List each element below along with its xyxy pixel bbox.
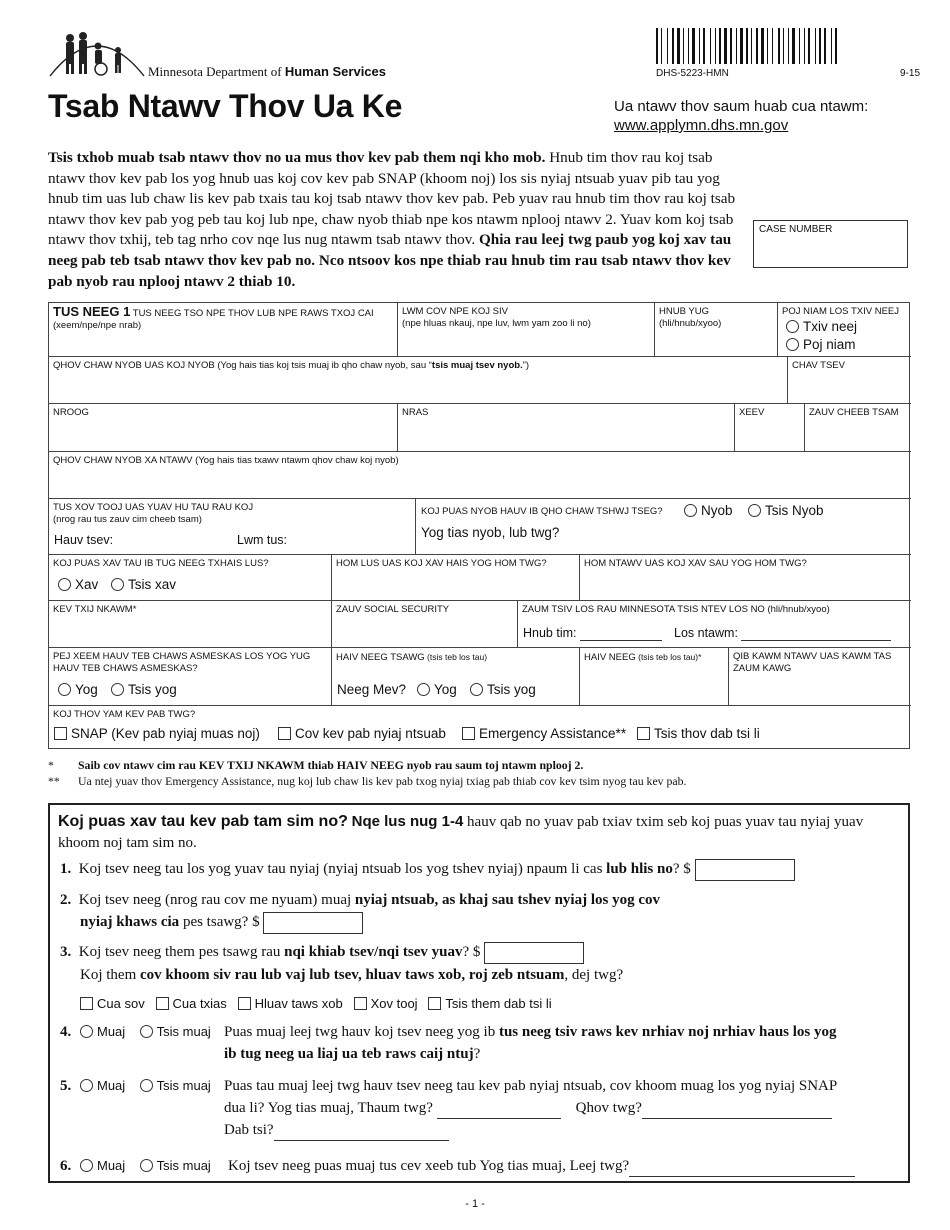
q5-yes-radio[interactable] <box>80 1079 93 1092</box>
female-radio[interactable] <box>786 338 799 351</box>
shelter-no-radio[interactable] <box>748 504 761 517</box>
phone-field: TUS XOV TOOJ UAS YUAV HU TAU RAU KOJ (nrog rau tus zauv cim cheeb tsam) Hauv tsev: Lwm tus: <box>49 499 416 555</box>
q5-what-input[interactable] <box>274 1127 449 1141</box>
question-5-number: 5. <box>60 1078 72 1094</box>
department-name: Minnesota Department of Human Services <box>148 64 386 79</box>
other-phone-input[interactable]: Lwm tus: <box>237 533 288 547</box>
q5-when-input[interactable] <box>437 1105 561 1119</box>
moved-to-mn-field: ZAUM TSIV LOS RAU MINNESOTA TSIS NTEV LOS NO (hli/hnub/xyoo) Hnub tim: Los ntawm: <box>518 601 911 648</box>
question-6: Koj tsev neeg puas muaj tus cev xeeb tub Yog tias muaj, Leej twg? <box>228 1155 908 1177</box>
page-number: - 1 - <box>465 1198 485 1210</box>
q4-no-radio[interactable] <box>140 1025 153 1038</box>
question-4: Puas muaj leej twg hauv koj tsev neeg yog ib tus neeg tsiv raws kev nrhiav noj nrhiav haus los yog ib tug neeg ua liaj ua teb raws caij ntuj? <box>224 1024 837 1062</box>
emergency-checkbox[interactable] <box>462 727 475 740</box>
page-title: Tsab Ntawv Thov Ua Ke <box>48 88 403 124</box>
question-5: Puas tau muaj leej twg hauv tsev neeg tau kev pab nyiaj ntsuab, cov khoom muag los yog nyiaj SNAP dua li? Yog tias muaj, Thaum twg? Qhov twg? Dab tsi? <box>224 1075 904 1141</box>
interpreter-field: KOJ PUAS XAV TAU IB TUG NEEG TXHAIS LUS? Xav Tsis xav <box>49 555 332 601</box>
apply-online-link[interactable]: www.applymn.dhs.mn.gov <box>614 117 789 134</box>
none-checkbox[interactable] <box>637 727 650 740</box>
hispanic-no-radio[interactable] <box>470 683 483 696</box>
marital-status-field[interactable]: KEV TXIJ NKAWM* <box>49 601 332 648</box>
moved-from-input[interactable] <box>741 627 891 641</box>
home-address-field[interactable]: QHOV CHAW NYOB UAS KOJ NYOB (Yog hais tias koj tsis muaj ib qho chaw nyob, sau “tsis muaj tsev nyob.”) <box>49 357 788 404</box>
q6-yes-radio[interactable] <box>80 1159 93 1172</box>
moved-date-input[interactable] <box>580 627 662 641</box>
citizenship-field: PEJ XEEM HAUV TEB CHAWS ASMESKAS LOS YOG YUG HAUV TEB CHAWS ASMESKAS? Yog Tsis yog <box>49 648 332 706</box>
apartment-field[interactable]: CHAV TSEV <box>788 357 911 404</box>
intro-paragraph: Tsis txhob muab tsab ntawv thov no ua mus thov kev pab them nqi kho mob. Hnub tim thov rau koj tsab ntawv thov kev pab los yog hnub uas koj cov kev pab SNAP (khoom noj) los sis nyiaj ntsuab yuav pib tau yog hnub tim uas lub chaw lis kev pab txais tau koj tsab ntawv thov kev pab. Peb yuav rau hnub tim thov rau koj tsab ntawv thov kev pab yog peb tau koj lub npe, chaw nyob thiab npe kos ntawm nplooj ntawv 2. Yuav kom koj tsab ntawv thov txhij, teb tag nrho cov nqe lus nug ntawm tsab ntawv thov. Qhia rau leej twg paub yog koj xav tau neeg pab teb tsab ntawv thov kev pab no. Nco ntsoov kos npe thiab rau hnub tim rau tsab ntawv thov kev pab nyob rau nplooj ntawv 2 thiab 10. <box>48 149 736 290</box>
interpreter-yes-radio[interactable] <box>58 578 71 591</box>
snap-checkbox[interactable] <box>54 727 67 740</box>
other-names-field[interactable]: LWM COV NPE KOJ SIV (npe hluas nkauj, npe luv, lwm yam zoo li no) <box>398 303 655 357</box>
barcode <box>656 28 924 64</box>
footnotes: * Saib cov ntawv cim rau KEV TXIJ NKAWM thiab HAIV NEEG nyob rau saum toj ntawm nplooj 2. ** Ua ntej yuav thov Emergency Assistance, nug koj lub chaw lis kev pab txog nyiaj txiag pab thiab cov kev tsim nyog tau kev pab. <box>48 758 687 788</box>
city-field[interactable]: NROOG <box>49 404 398 452</box>
person-info-grid <box>48 302 910 749</box>
cash-checkbox[interactable] <box>278 727 291 740</box>
question-2: 2. Koj tsev neeg (nrog rau cov me nyuam) muaj nyiaj ntsuab, as khaj sau tshev nyiaj los yog cov nyiaj khaws cia pes tsawg? $ <box>60 889 660 934</box>
phone-checkbox[interactable] <box>354 997 367 1010</box>
q6-who-input[interactable] <box>629 1163 855 1177</box>
question-5-options: Muaj Tsis muaj <box>80 1075 211 1097</box>
sex-field: POJ NIAM LOS TXIV NEEJ Txiv neej Poj niam <box>778 303 911 357</box>
question-1: 1. Koj tsev neeg tau los yog yuav tau nyiaj (nyiaj ntsuab los yog tshev nyiaj) npaum li cas lub hlis no? $ <box>60 858 795 881</box>
spoken-language-field[interactable]: HOM LUS UAS KOJ XAV HAIS YOG HOM TWG? <box>332 555 580 601</box>
q4-yes-radio[interactable] <box>80 1025 93 1038</box>
citizen-yes-radio[interactable] <box>58 683 71 696</box>
form-date: 9-15 <box>900 68 921 79</box>
race-field[interactable]: HAIV NEEG (tsis teb los tau)* <box>580 648 729 706</box>
section-heading: Koj puas xav tau kev pab tam sim no? Nqe lus nug 1-4 hauv qab no yuav pab txiav txim seb koj puas yuav tau nyiaj yuav khoom noj tam sim no. <box>58 813 864 851</box>
ssn-field[interactable]: ZAUV SOCIAL SECURITY <box>332 601 518 648</box>
q1-amount-input[interactable] <box>695 859 795 881</box>
utilities-options: Cua sov Cua txias Hluav taws xob Xov tooj Tsis them dab tsi li <box>80 993 552 1015</box>
state-field[interactable]: XEEV <box>735 404 805 452</box>
question-4-options: Muaj Tsis muaj <box>80 1021 211 1043</box>
q3-amount-input[interactable] <box>484 942 584 964</box>
birth-date-field[interactable]: HNUB YUG (hli/hnub/xyoo) <box>655 303 778 357</box>
ac-checkbox[interactable] <box>156 997 169 1010</box>
q5-no-radio[interactable] <box>140 1079 153 1092</box>
county-field[interactable]: NRAS <box>398 404 735 452</box>
ethnicity-field: HAIV NEEG TSAWG (tsis teb los tau) Neeg Mev? Yog Tsis yog <box>332 648 580 706</box>
electric-checkbox[interactable] <box>238 997 251 1010</box>
education-field[interactable]: QIB KAWM NTAWV UAS KAWM TAS ZAUM KAWG <box>729 648 911 706</box>
question-3: 3. Koj tsev neeg them pes tsawg rau nqi khiab tsev/nqi tsev yuav? $ Koj them cov khoom siv rau lub vaj lub tsev, hluav taws xob, roj zeb ntsuam, dej twg? <box>60 941 623 986</box>
interpreter-no-radio[interactable] <box>111 578 124 591</box>
program-request-field: KOJ THOV YAM KEV PAB TWG? SNAP (Kev pab nyiaj muas noj) Cov kev pab nyiaj ntsuab Emergency Assistance** Tsis thov dab tsi li <box>53 709 760 741</box>
written-language-field[interactable]: HOM NTAWV UAS KOJ XAV SAU YOG HOM TWG? <box>580 555 911 601</box>
no-utilities-checkbox[interactable] <box>428 997 441 1010</box>
legal-name-field[interactable]: TUS NEEG 1 TUS NEEG TSO NPE THOV LUB NPE RAWS TXOJ CAI (xeem/npe/npe nrab) <box>49 303 398 357</box>
hispanic-yes-radio[interactable] <box>417 683 430 696</box>
question-4-number: 4. <box>60 1024 72 1040</box>
q5-where-input[interactable] <box>642 1105 832 1119</box>
heat-checkbox[interactable] <box>80 997 93 1010</box>
home-phone-input[interactable]: Hauv tsev: <box>54 533 114 547</box>
q2-amount-input[interactable] <box>263 912 363 934</box>
mailing-address-field[interactable]: QHOV CHAW NYOB XA NTAWV (Yog hais tias txawv ntawm qhov chaw koj nyob) <box>49 452 911 499</box>
case-number-field[interactable]: CASE NUMBER <box>753 220 908 268</box>
zip-field[interactable]: ZAUV CHEEB TSAM <box>805 404 911 452</box>
question-6-number: 6. <box>60 1158 72 1174</box>
form-number: DHS-5223-HMN <box>656 68 729 79</box>
question-6-options: Muaj Tsis muaj <box>80 1155 211 1177</box>
people-family-wheelchair-logo-icon <box>48 26 146 80</box>
male-radio[interactable] <box>786 320 799 333</box>
emergency-section <box>48 803 910 1183</box>
apply-online-text: Ua ntawv thov saum huab cua ntawm: <box>614 98 869 115</box>
shelter-which-input[interactable]: Yog tias nyob, lub twg? <box>421 525 560 540</box>
citizen-no-radio[interactable] <box>111 683 124 696</box>
q6-no-radio[interactable] <box>140 1159 153 1172</box>
shelter-field: KOJ PUAS NYOB HAUV IB QHO CHAW TSHWJ TSEG? Nyob Tsis Nyob Yog tias nyob, lub twg? <box>416 499 911 555</box>
shelter-yes-radio[interactable] <box>684 504 697 517</box>
